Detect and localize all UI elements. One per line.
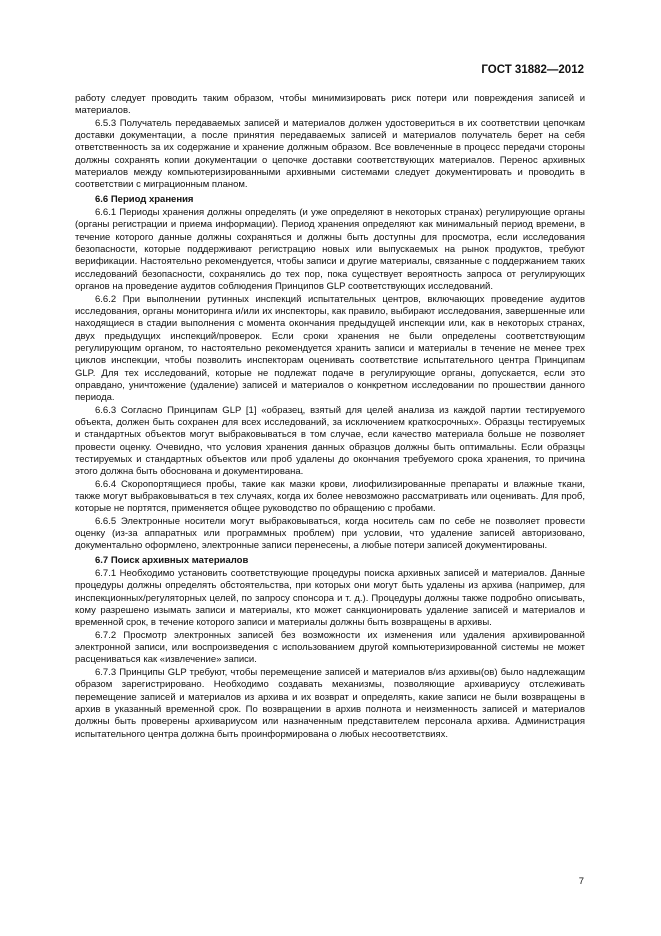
paragraph-6-6-4: 6.6.4 Скоропортящиеся пробы, такие как мазки крови, лиофилизированные препараты и влажные ткани, также могут выбраковываться в тех случаях, когда их более невозможно рассматривать или оценивать. Для проб, которые не портятся, применяется общее руководство по обращению с пробами. <box>75 478 585 515</box>
page-body <box>75 93 585 741</box>
paragraph-6-7-1: 6.7.1 Необходимо установить соответствующие процедуры поиска архивных записей и материалов. Данные процедуры должны определять обстоятельства, при которых они могут быть удалены из архива (например, для инспекционных/регуляторных целей, по запросу спонсора и т. д.). Процедуры должны также подробно описывать, кому разрешено изымать записи и материалы, кто может санкционировать удаление записей и материалов и временной срок, в течение которого записи и материалы должны быть возвращены в архивы. <box>75 568 585 629</box>
paragraph-6-6-2: 6.6.2 При выполнении рутинных инспекций испытательных центров, включающих проведение аудитов исследования, органы мониторинга и/или их инспекторы, как правило, выбирают исследования, завершенные или находящиеся в стадии выполнения с момента окончания предыдущей инспекции или, как в некоторых странах, двух предыдущих инспекций/проверок. Если сроки хранения не были определены соответствующим регулирующим органом, то настоятельно рекомендуется хранить записи и материалы в течение не менее трех циклов инспекции, чтобы позволить инспекторам оценивать соответствие испытательного центра Принципам GLP. Для тех исследований, которые не подлежат подаче в регулирующие органы, допускается, если это оправдано, уничтожение (удаление) записей и материалов о конкретном исследовании по прошествии данного периода. <box>75 293 585 404</box>
paragraph-6-5-3: 6.5.3 Получатель передаваемых записей и материалов должен удостовериться в их соответствии цепочкам доставки документации, а после принятия передаваемых записей и материалов получатель берет на себя ответственность за их содержание и хранение должным образом. Все вовлеченные в процесс передачи стороны должны сохранять копии документации о цепочке доставки соответствующих материалов. Перенос архивных материалов между компьютеризированными архивными системами следует документировать и проводить в соответствии с миграционным планом. <box>75 117 585 191</box>
document-number: ГОСТ 31882—2012 <box>481 64 584 76</box>
paragraph-6-6-5: 6.6.5 Электронные носители могут выбраковываться, когда носитель сам по себе не позволяет провести оценку (из-за аппаратных или программных проблем) при условии, что удаление записей авторизовано, документально оформлено, электронные записи перенесены, а любые потери записей документированы. <box>75 515 585 552</box>
paragraph-6-7-2: 6.7.2 Просмотр электронных записей без возможности их изменения или удаления архивированной электронной записи, или воспроизведения с использованием другой компьютеризированной системы не может расцениваться как «извлечение» записи. <box>75 629 585 666</box>
section-heading-6-6: 6.6 Период хранения <box>95 193 194 205</box>
paragraph-6-6-1: 6.6.1 Периоды хранения должны определять (и уже определяют в некоторых странах) регулирующие органы (органы регистрации и приема информации). Период хранения определяют как минимальный период времени, в течение которого данные должны сохраняться и должны быть доступны для просмотра, если исследования безопасности, которые поддерживают регистрацию новых или выпускаемых на рынок продуктов, требуют верификации. Настоятельно рекомендуется, чтобы записи и другие материалы, связанные с поддержанием таких исследований безопасности, сохранялись до тех пор, пока существует вероятность запроса от регулирующих органов на проведение аудитов соблюдения Принципов GLP соответствующих исследований. <box>75 207 585 293</box>
paragraph-6-7-3: 6.7.3 Принципы GLP требуют, чтобы перемещение записей и материалов в/из архивы(ов) было надлежащим образом зарегистрировано. Необходимо создавать механизмы, позволяющие архивариусу отслеживать перемещение записей и материалов из архива и их возврат и определять, какие записи не были возвращены в архив в указанный временной срок. По возвращении в архив полнота и неизменность записей и материалов должны быть проверены архивариусом или назначенным представителем персонала архива. Администрация испытательного центра должна быть проинформирована о любых несоответствиях. <box>75 666 585 740</box>
paragraph-continuation: работу следует проводить таким образом, чтобы минимизировать риск потери или повреждения записей и материалов. <box>75 93 585 117</box>
page-number: 7 <box>578 876 584 887</box>
paragraph-6-6-3: 6.6.3 Согласно Принципам GLP [1] «образец, взятый для целей анализа из каждой партии тестируемого объекта, должен быть сохранен для всех исследований, за исключением краткосрочных». Образцы тестируемых и стандартных объектов могут выбраковываться в том случае, если качество материала больше не позволяет провести оценку. Очевидно, что условия хранения данных образцов должны быть оптимальны. Если образцы тестируемых и стандартных объектов или проб удалены до окончания требуемого срока хранения, то причина этого должна быть обоснована и документирована. <box>75 404 585 478</box>
section-heading-6-7: 6.7 Поиск архивных материалов <box>95 554 249 566</box>
